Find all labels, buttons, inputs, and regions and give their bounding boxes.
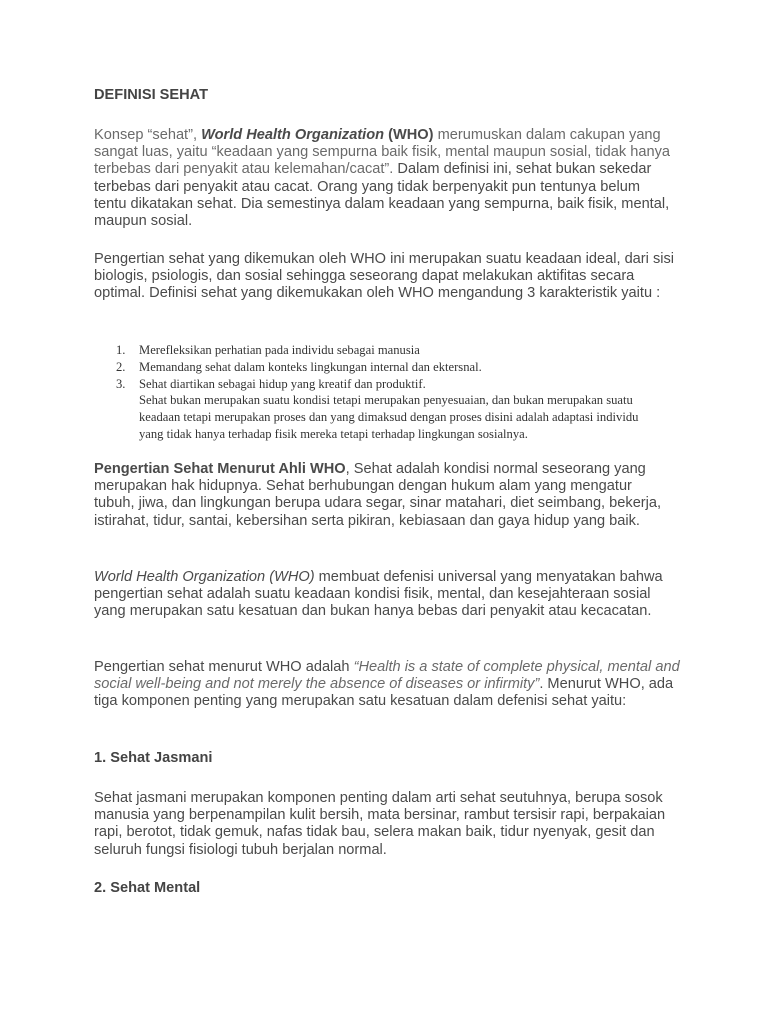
text-who-abbr: (WHO)	[384, 127, 434, 143]
list-number: 2.	[116, 359, 126, 374]
paragraph-pengertian: Pengertian sehat yang dikemukan oleh WHO ini merupakan suatu keadaan ideal, dari sisi biologis, psiologis, dan sosial sehingga seseorang dapat melakukan aktifitas secara optimal. Definisi sehat yang dikemukakan oleh WHO mengandung 3 karakteristik yaitu :	[94, 251, 675, 302]
text-segment: merumuskan dalam cakupan yang sangat luas, yaitu “keadaan yang sempurna baik fisik, mental maupun sosial, tidak hanya terbebas dari penyakit atau kelemahan/cacat”.	[94, 127, 670, 178]
text-quote: “Health is a state of complete physical, mental and social well-being and not merely the absence of diseases or infirmity”	[94, 659, 680, 693]
text-segment: Pengertian sehat menurut WHO adalah	[94, 659, 354, 675]
text-segment: . Menurut WHO, ada tiga komponen penting yang merupakan satu kesatuan dalam defenisi sehat yaitu:	[94, 676, 674, 710]
list-item	[116, 359, 676, 376]
list-number: 3.	[116, 376, 126, 391]
list-text: Sehat diartikan sebagai hidup yang kreatif dan produktif.	[139, 376, 426, 391]
list-text: Memandang sehat dalam konteks lingkungan internal dan ektersnal.	[139, 359, 482, 374]
paragraph-konsep-sehat	[94, 127, 674, 230]
text-heading-inline: Pengertian Sehat Menurut Ahli WHO	[94, 461, 346, 477]
paragraph-ahli-who	[94, 461, 664, 530]
list-text: Merefleksikan perhatian pada individu sebagai manusia	[139, 343, 420, 357]
text-segment: Dalam definisi ini, sehat bukan sekedar terbebas dari penyakit atau cacat. Orang yang tidak berpenyakit pun tentunya belum tentu dikatakan sehat. Dia semestinya dalam keadaan yang sempurna, baik fisik, mental, maupun sosial.	[94, 161, 670, 230]
list-item	[116, 376, 676, 393]
paragraph-who-quote	[94, 659, 682, 711]
text-segment: membuat defenisi universal yang menyatakan bahwa pengertian sehat adalah suatu keadaan kondisi fisik, mental, dan kesejahteraan sosial yang merupakan satu kesatuan dan bukan hanya bebas dari penyakit atau kecacatan.	[94, 569, 663, 620]
list-note: Sehat bukan merupakan suatu kondisi tetapi merupakan penyesuaian, dan bukan merupakan suatu keadaan tetapi merupakan proses dan yang dimaksud dengan proses disini adalah adaptasi individu yang tidak hanya terhadap fisik mereka tetapi terhadap lingkungan sosialnya.	[139, 393, 639, 441]
paragraph-who-universal	[94, 569, 664, 621]
paragraph-sehat-jasmani: Sehat jasmani merupakan komponen penting dalam arti sehat seutuhnya, berupa sosok manusia yang berpenampilan kulit bersih, mata bersinar, rambut tersisir rapi, berpakaian rapi, berotot, tidak gemuk, nafas tidak bau, selera makan baik, tidur nyenyak, gesit dan seluruh fungsi fisiologi tubuh berjalan normal.	[94, 790, 666, 858]
text-who-italic: World Health Organization (WHO)	[94, 569, 315, 585]
text-segment: , Sehat adalah kondisi normal seseorang yang merupakan hak hidupnya. Sehat berhubungan dengan hukum alam yang mengatur tubuh, jiwa, dan lingkungan berupa udara segar, sinar matahari, diet seimbang, bekerja, istirahat, tidur, santai, kebersihan serta pikiran, kebiasaan dan gaya hidup yang baik.	[94, 461, 662, 529]
list-number: 1.	[116, 343, 126, 357]
text-who-name: World Health Organization	[201, 127, 385, 143]
page-title: DEFINISI SEHAT	[94, 87, 209, 103]
characteristics-list	[116, 342, 676, 443]
list-item	[116, 342, 676, 359]
text-segment: Konsep “sehat”,	[94, 127, 202, 143]
section-heading-sehat-mental: 2. Sehat Mental	[94, 880, 201, 896]
section-heading-sehat-jasmani: 1. Sehat Jasmani	[94, 750, 213, 766]
